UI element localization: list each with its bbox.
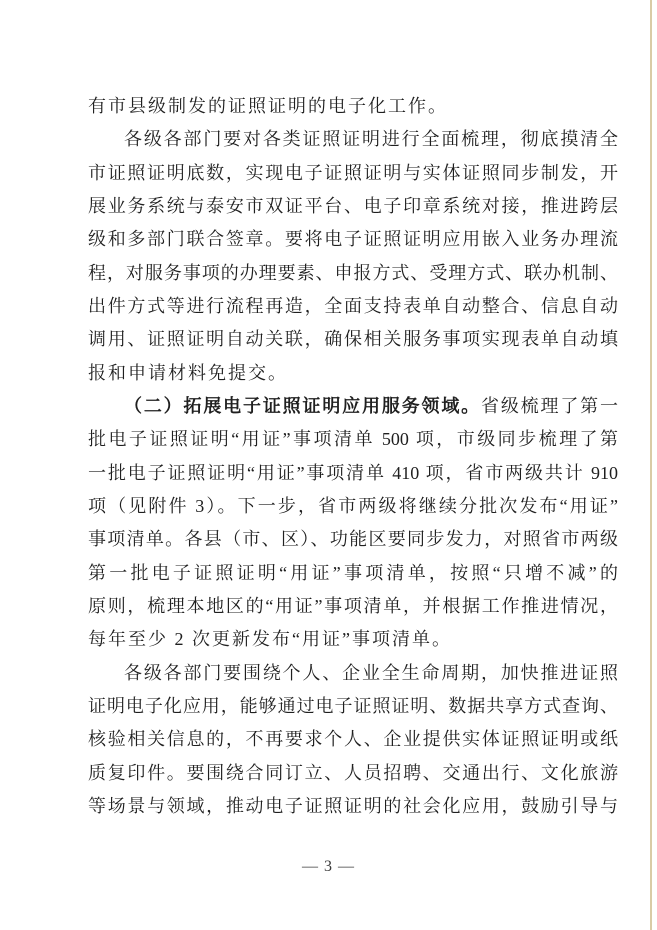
text-line: 质复印件。要围绕合同订立、人员招聘、交通出行、文化旅游 xyxy=(88,762,618,783)
text-line xyxy=(88,390,618,423)
text-line: 原则，梳理本地区的“用证”事项清单，并根据工作推进情况， xyxy=(88,595,618,616)
text-line: 项（见附件 3）。下一步，省市两级将继续分批次发布“用证” xyxy=(88,495,618,516)
text-line: 市证照证明底数，实现电子证照证明与实体证照同步制发，开 xyxy=(88,162,618,183)
text-segment: 省级梳理了第一 xyxy=(481,395,618,416)
text-line: 出件方式等进行流程再造，全面支持表单自动整合、信息自动 xyxy=(88,295,618,316)
text-line: 第一批电子证照证明“用证”事项清单，按照“只增不减”的 xyxy=(88,562,618,583)
text-line: 等场景与领域，推动电子证照证明的社会化应用，鼓励引导与 xyxy=(88,795,618,816)
text-line: 事项清单。各县（市、区）、功能区要同步发力，对照省市两级 xyxy=(88,529,618,550)
text-line: 调用、证照证明自动关联，确保相关服务事项实现表单自动填 xyxy=(88,329,618,350)
text-line: 级和多部门联合签章。要将电子证照证明应用嵌入业务办理流 xyxy=(88,229,618,250)
page-number: — 3 — xyxy=(302,858,355,875)
text-line: 有市县级制发的证照证明的电子化工作。 xyxy=(88,96,448,116)
text-line: 各级各部门要围绕个人、企业全生命周期，加快推进证照 xyxy=(124,662,618,683)
text-line: 程，对服务事项的办理要素、申报方式、受理方式、联办机制、 xyxy=(88,262,618,283)
section-heading: （二）拓展电子证照证明应用服务领域。 xyxy=(124,395,481,416)
text-line: 一批电子证照证明“用证”事项清单 410 项，省市两级共计 910 xyxy=(88,462,618,483)
text-line: 报和申请材料免提交。 xyxy=(88,362,288,383)
text-line: 批电子证照证明“用证”事项清单 500 项，市级同步梳理了第 xyxy=(88,429,618,450)
text-line: 证明电子化应用，能够通过电子证照证明、数据共享方式查询、 xyxy=(88,695,618,716)
text-line: 每年至少 2 次更新发布“用证”事项清单。 xyxy=(88,629,452,650)
text-line: 展业务系统与泰安市双证平台、电子印章系统对接，推进跨层 xyxy=(88,195,618,216)
scan-edge-artifact xyxy=(650,0,652,930)
document-body xyxy=(88,90,618,823)
text-line: 各级各部门要对各类证照证明进行全面梳理，彻底摸清全 xyxy=(124,129,618,150)
text-line: 核验相关信息的，不再要求个人、企业提供实体证照证明或纸 xyxy=(88,729,618,750)
